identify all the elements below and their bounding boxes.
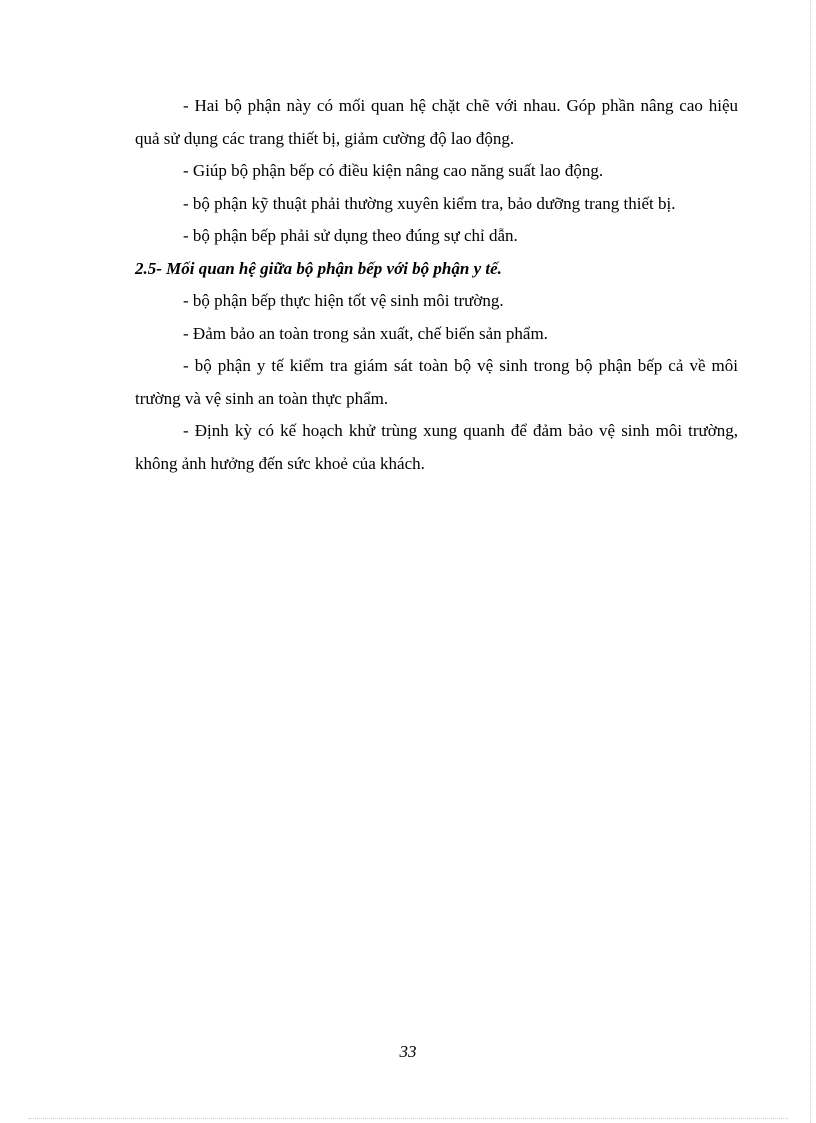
page-right-border: [810, 0, 811, 1123]
paragraph: - Hai bộ phận này có mối quan hệ chặt chẽ với nhau. Góp phần nâng cao hiệu quả sử dụng các trang thiết bị, giảm cường độ lao động.: [135, 96, 738, 148]
paragraph: - Giúp bộ phận bếp có điều kiện nâng cao năng suất lao động.: [183, 161, 604, 180]
paragraph: - Đảm bảo an toàn trong sản xuất, chế biến sản phẩm.: [183, 323, 548, 343]
paragraph: - Định kỳ có kế hoạch khử trùng xung quanh để đảm bảo vệ sinh môi trường, không ảnh hưởng đến sức khoẻ của khách.: [135, 421, 738, 473]
paragraph: - bộ phận y tế kiểm tra giám sát toàn bộ vệ sinh trong bộ phận bếp cả về môi trường và vệ sinh an toàn thực phẩm.: [135, 356, 738, 408]
body-text: [135, 90, 738, 480]
page-number: 33: [399, 1042, 417, 1061]
paragraph: - bộ phận bếp phải sử dụng theo đúng sự chỉ dẫn.: [183, 226, 518, 245]
paragraph: - bộ phận bếp thực hiện tốt vệ sinh môi trường.: [183, 291, 504, 310]
paragraph: - bộ phận kỹ thuật phải thường xuyên kiểm tra, bảo dưỡng trang thiết bị.: [183, 193, 676, 213]
page-bottom-border: [28, 1118, 788, 1119]
section-heading: 2.5- Mối quan hệ giữa bộ phận bếp với bộ phận y tế.: [135, 258, 502, 278]
